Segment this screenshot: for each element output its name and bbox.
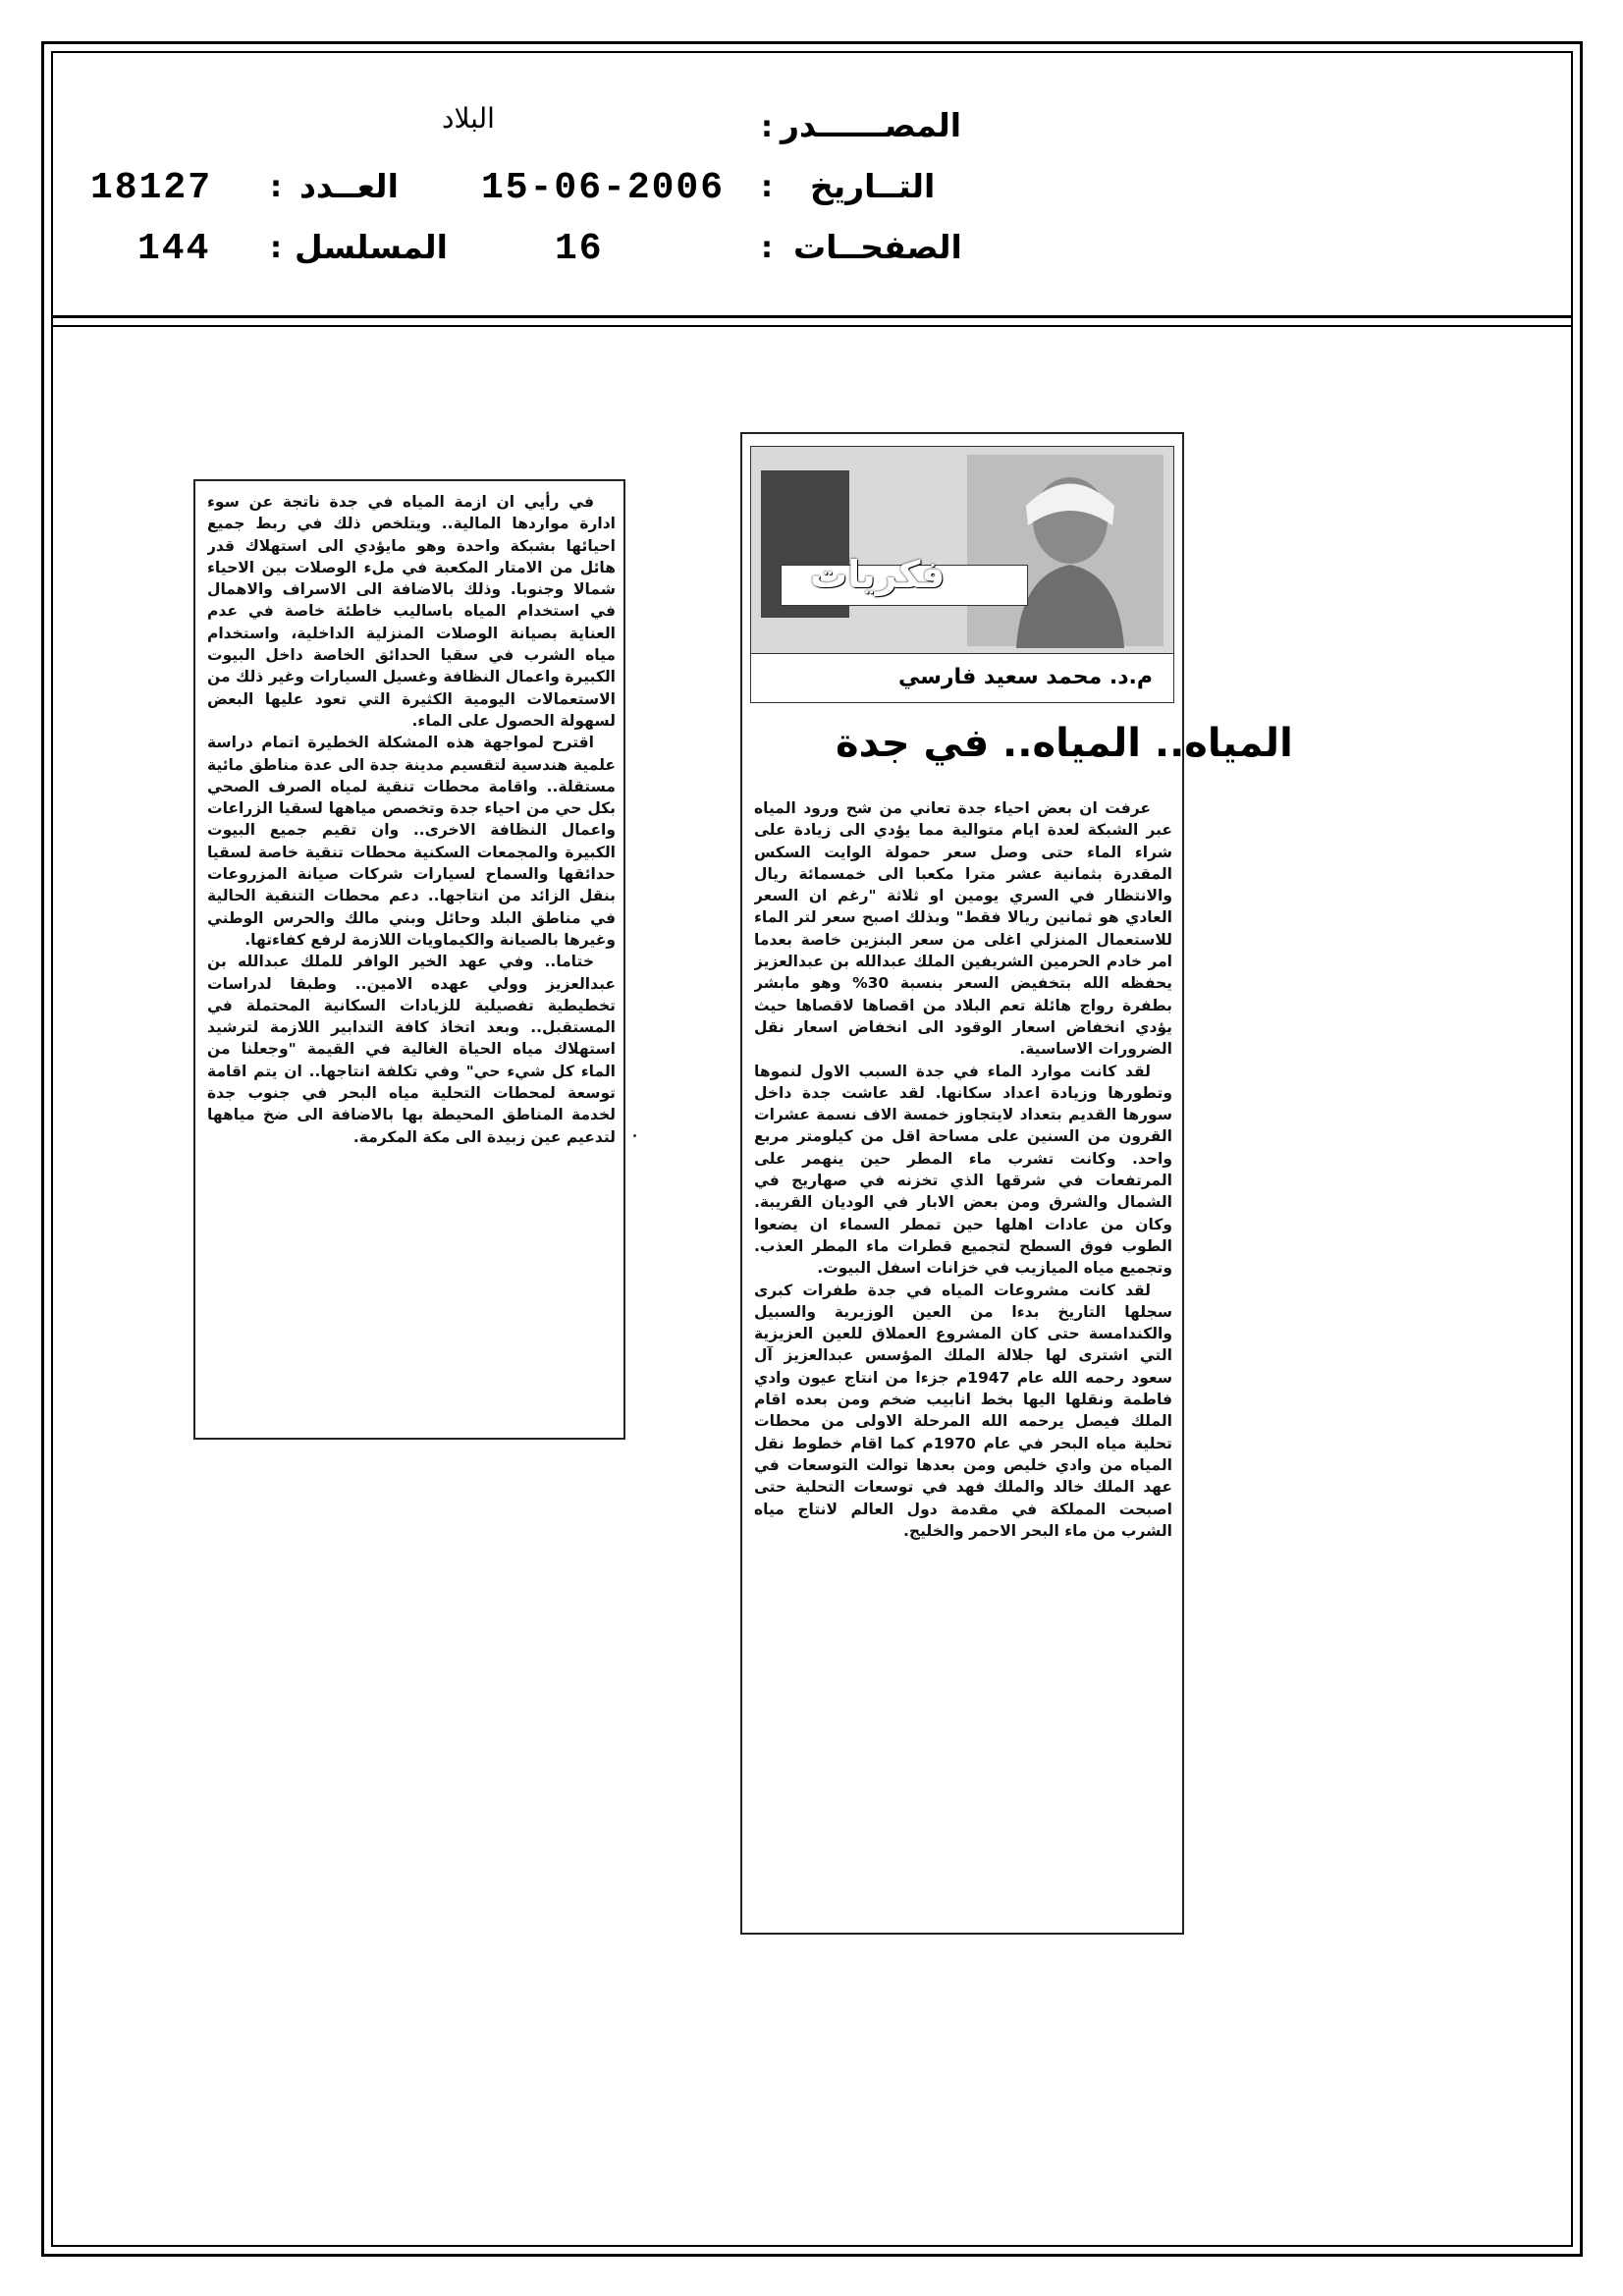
article-clip-right — [740, 432, 1293, 1935]
author-silhouette-icon — [997, 466, 1144, 648]
serial-value: 144 — [137, 228, 211, 270]
source-colon: : — [761, 110, 773, 144]
article-headline: المياه.. المياه.. في جدة — [836, 721, 1293, 766]
scan-speck — [633, 1134, 636, 1137]
right-column-text — [754, 797, 1172, 1927]
paragraph: ختاما.. وفي عهد الخير الوافر للملك عبدالله بن عبدالعزيز وولي عهده الامين.. وطبقا لدراسات تخطيطية تفصيلية للزيادات السكانية المحتملة في المستقبل.. وبعد اتخاذ كافة التدابير اللازمة لترشيد استهلاك مياه الحياة الغالية في القيمة "وجعلنا من الماء كل شيء حي" وفي تكلفة انتاجها.. ان يتم اقامة توسعة لمحطات التحلية مياه البحر في جنوب جدة لخدمة المناطق المحيطة بها بالاضافة الى ضخ مياهها لتدعيم عين زبيدة الى مكة المكرمة. — [207, 953, 616, 1146]
pages-colon: : — [761, 231, 773, 265]
issue-colon: : — [270, 170, 282, 204]
author-name: م.د. محمد سعيد فارسي — [898, 665, 1154, 689]
date-colon: : — [761, 170, 773, 204]
left-column-text — [207, 491, 616, 1432]
paragraph: عرفت ان بعض احياء جدة تعاني من شح ورود المياه عبر الشبكة لعدة ايام متوالية مما يؤدي الى زيادة على شراء الماء حتى وصل سعر حمولة الوايت السكس المقدرة بثمانية عشر مترا مكعبا الى خمسمائة ريال والانتظار في السري يومين او ثلاثة "رغم ان السعر العادي هو ثمانين ريالا فقط" وبذلك اصبح سعر لتر الماء للاستعمال المنزلي اغلى من سعر البنزين خاصة بعدما امر خادم الحرمين الشريفين الملك عبدالله بن عبدالعزيز يحفظه الله بتخفيض السعر بنسبة 30% وهو مابشر بطفرة رواج هائلة تعم البلاد من اقصاها لاقصاها حيث يؤدي انخفاض اسعار الوقود الى انخفاض اسعار نقل الضرورات الاساسية. — [754, 799, 1172, 1059]
paragraph: لقد كانت مشروعات المياه في جدة طفرات كبرى سجلها التاريخ بدءا من العين الوزيرية والسبيل والكندامسة حتى كان المشروع العملاق للعين العزيزية التي اشترى لها جلالة الملك المؤسس عبدالعزيز آل سعود رحمه الله عام 1947م جزءا من انتاج عيون وادي فاطمة ونقلها اليها بخط انابيب ضخم ومن بعده اقام الملك فيصل يرحمه الله المرحلة الاولى من محطات تحلية مياه البحر في عام 1970م كما اقام خطوط نقل المياه من وادي خليص ومن بعدها توالت التوسعات في عهد الملك خالد والملك فهد في توسعات التحلية حتى اصبحت المملكة في مقدمة دول العالم لانتاج مياه الشرب من ماء البحر الاحمر والخليج. — [754, 1281, 1172, 1540]
header-divider-inner — [51, 325, 1573, 327]
pages-value: 16 — [555, 228, 604, 270]
header-divider — [51, 315, 1573, 318]
column-keyword: فكريات — [810, 553, 946, 596]
serial-label: المسلسل — [295, 228, 448, 266]
paragraph: لقد كانت موارد الماء في جدة السبب الاول لنموها وتطورها وزيادة اعداد سكانها. لقد عاشت جدة داخل سورها القديم بتعداد لايتجاوز خمسة الاف نسمة عشرات القرون من السنين على مساحة اقل من كيلومتر مربع واحد. وكانت تشرب ماء المطر حين ينهمر على المرتفعات في شرقها الذي تخزنه في صهاريج في الشمال والشرق ومن بعض الابار في الوديان القريبة. وكان من عادات اهلها حين تمطر السماء ان يضعوا الطوب فوق السطح لتجميع قطرات ماء المطر العذب. وتجميع مياه الميازيب في خزانات اسفل البيوت. — [754, 1062, 1172, 1278]
paragraph: في رأيي ان ازمة المياه في جدة ناتجة عن سوء ادارة مواردها المالية.. ويتلخص ذلك في ربط جميع احيائها بشبكة واحدة وهو مايؤدي الى استهلاك قدر هائل من الامتار المكعبة في ملء الوصلات بين الاحياء شمالا وجنوبا. وذلك بالاضافة الى الاسراف والاهمال في استخدام المياه باساليب خاطئة خاصة في عدم العناية بصيانة الوصلات المنزلية الداخلية، واستخدام مياه الشرب في سقيا الحدائق الخاصة داخل البيوت الكبيرة واعمال النظافة وغسيل السيارات وغير ذلك من الاستعمالات اليومية الكثيرة التي تعود عليها البعض لسهولة الحصول على الماء. — [207, 493, 616, 730]
column-banner — [750, 446, 1174, 703]
article-clip-left — [193, 479, 625, 1440]
paragraph: اقترح لمواجهة هذه المشكلة الخطيرة اتمام دراسة علمية هندسية لتقسيم مدينة جدة الى عدة مناطق مائية مستقلة.. واقامة محطات تنقية لمياه الصرف الصحي بكل حي من احياء جدة وتخصص مياهها لسقيا الزراعات واعمال النظافة الاخرى.. وان تقيم جميع البيوت الكبيرة والمجمعات السكنية محطات تنقية خاصة لسقيا حدائقها والسماح لسيارات شركات صيانة المزروعات بنقل الزائد من انتاجها.. دعم محطات التنقية الحالية في مناطق البلد وحائل وبني مالك والحرس الوطني وغيرها بالصيانة والكيماويات اللازمة لرفع كفاءتها. — [207, 734, 616, 949]
issue-value: 18127 — [90, 167, 213, 209]
pages-label: الصفحــات — [793, 228, 962, 266]
date-label: التــاريخ — [810, 167, 936, 205]
issue-label: العــدد — [299, 167, 399, 205]
source-value: البلاد — [442, 102, 495, 135]
serial-colon: : — [270, 231, 282, 265]
date-value: 15-06-2006 — [481, 167, 726, 209]
source-label: المصــــــدر — [781, 106, 962, 144]
